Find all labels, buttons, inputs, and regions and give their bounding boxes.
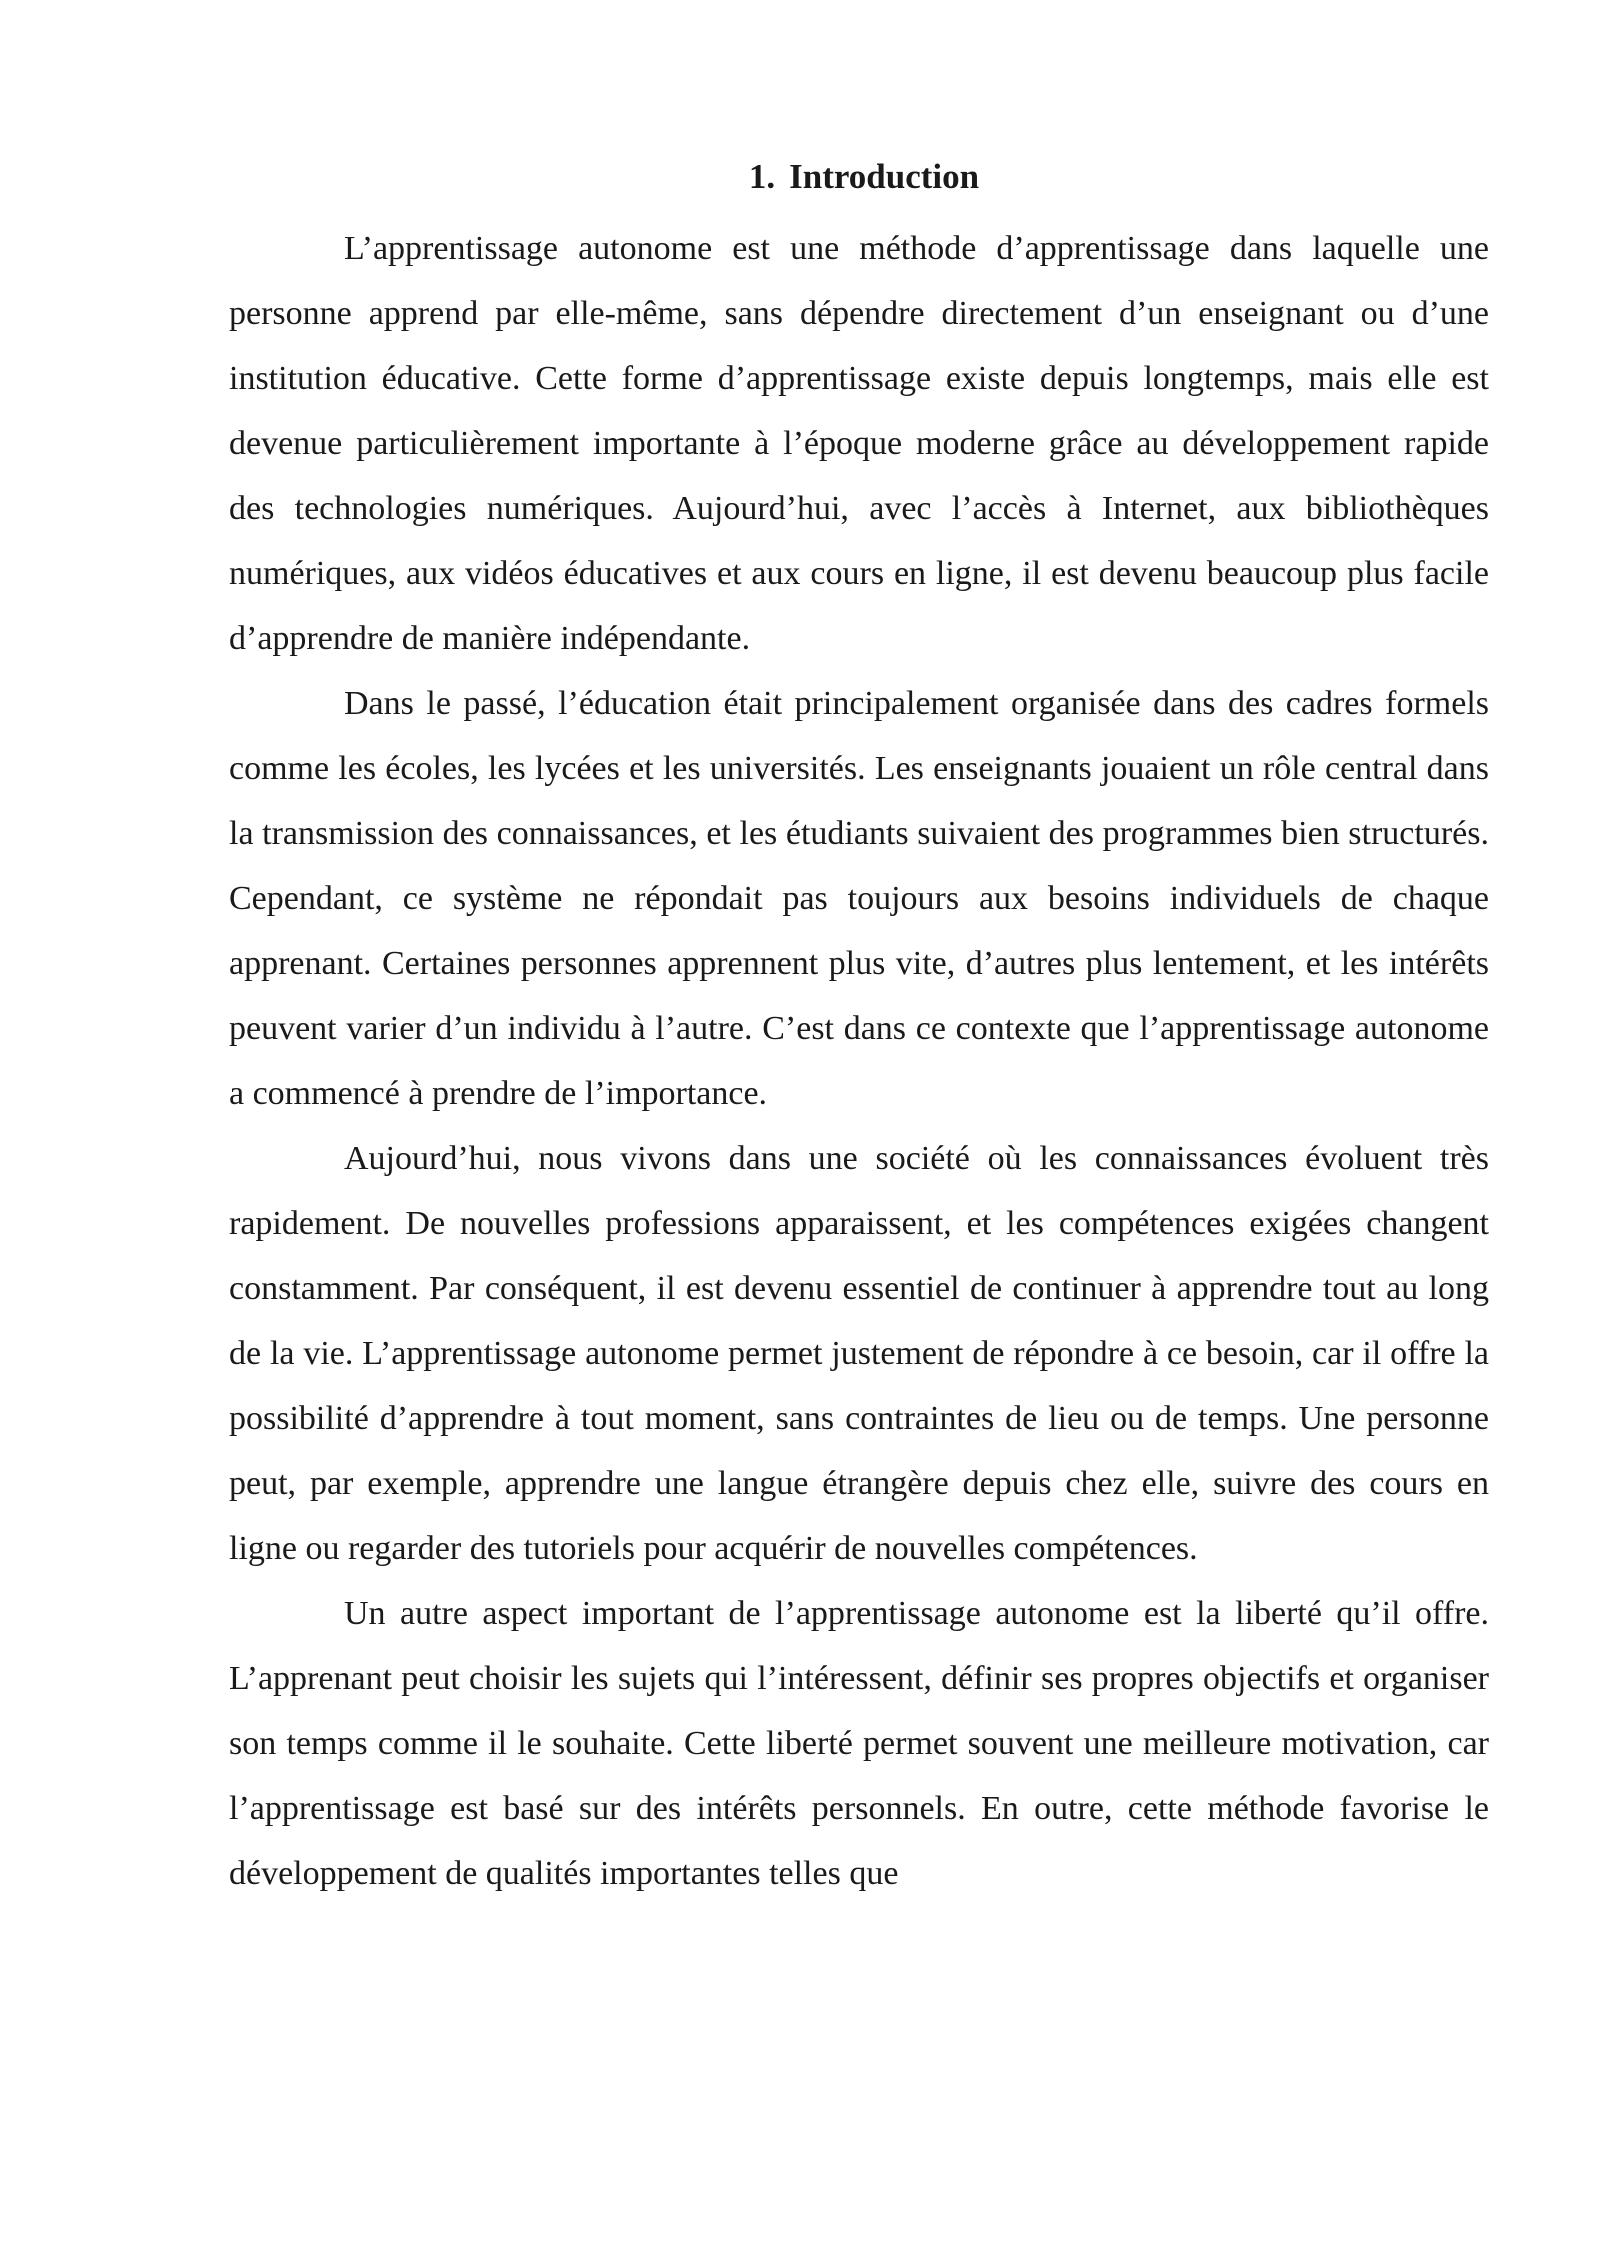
paragraph: Dans le passé, l’éducation était principalement organisée dans des cadres formels comme les écoles, les lycées et les universités. Les enseignants jouaient un rôle central dans la transmission des connaissances, et les étudiants suivaient des programmes bien structurés. Cependant, ce système ne répondait pas toujours aux besoins individuels de chaque apprenant. Certaines personnes apprennent plus vite, d’autres plus lentement, et les intérêts peuvent varier d’un individu à l’autre. C’est dans ce contexte que l’apprentissage autonome a commencé à prendre de l’importance. bbox=[229, 685, 1489, 1112]
section-number: 1. bbox=[748, 157, 776, 196]
paragraph: L’apprentissage autonome est une méthode d’apprentissage dans laquelle une personne apprend par elle-même, sans dépendre directement d’un enseignant ou d’une institution éducative. Cette forme d’apprentissage existe depuis longtemps, mais elle est devenue particulièrement importante à l’époque moderne grâce au développement rapide des technologies numériques. Aujourd’hui, avec l’accès à Internet, aux bibliothèques numériques, aux vidéos éducatives et aux cours en ligne, il est devenu beaucoup plus facile d’apprendre de manière indépendante. bbox=[229, 230, 1489, 657]
paragraph: Un autre aspect important de l’apprentissage autonome est la liberté qu’il offre. L’apprenant peut choisir les sujets qui l’intéressent, définir ses propres objectifs et organiser son temps comme il le souhaite. Cette liberté permet souvent une meilleure motivation, car l’apprentissage est basé sur des intérêts personnels. En outre, cette méthode favorise le développement de qualités importantes telles que bbox=[229, 1595, 1489, 1892]
section-title: Introduction bbox=[789, 157, 980, 196]
paragraph: Aujourd’hui, nous vivons dans une société où les connaissances évoluent très rapidement. De nouvelles professions apparaissent, et les compétences exigées changent constamment. Par conséquent, il est devenu essentiel de continuer à apprendre tout au long de la vie. L’apprentissage autonome permet justement de répondre à ce besoin, car il offre la possibilité d’apprendre à tout moment, sans contraintes de lieu ou de temps. Une personne peut, par exemple, apprendre une langue étrangère depuis chez elle, suivre des cours en ligne ou regarder des tutoriels pour acquérir de nouvelles compétences. bbox=[229, 1140, 1489, 1567]
document-page bbox=[229, 150, 1489, 1906]
section-heading bbox=[229, 150, 1489, 204]
